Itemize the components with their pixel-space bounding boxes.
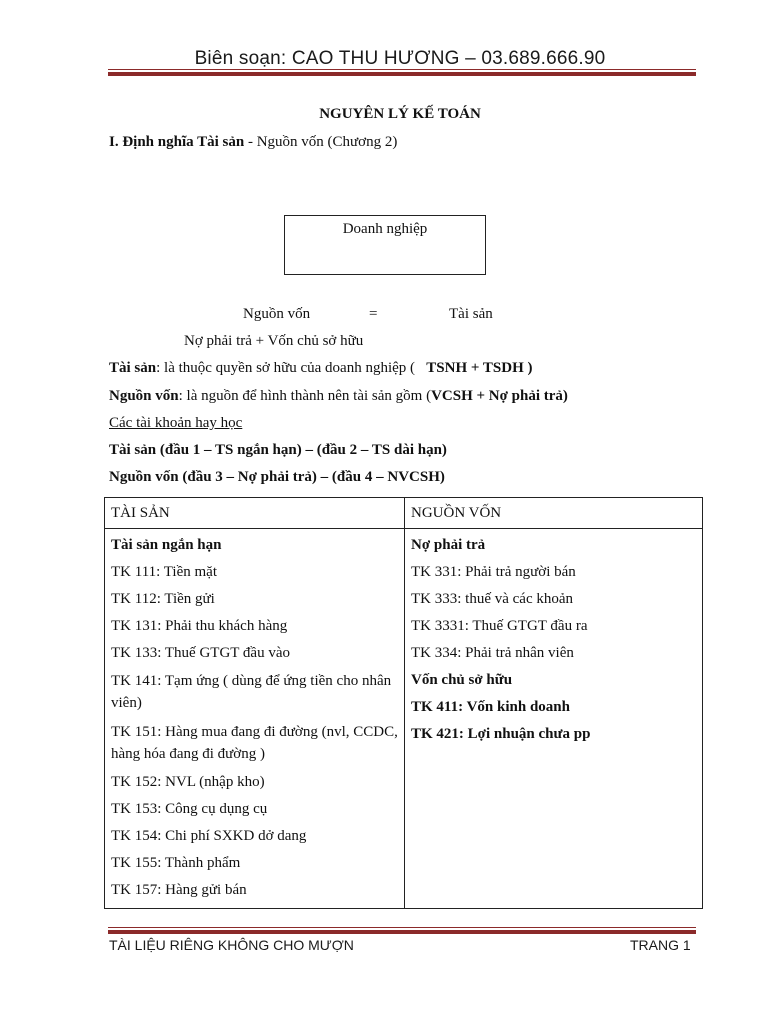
equation-breakdown: Nợ phải trả + Vốn chủ sở hữu <box>184 333 364 349</box>
list-item: TK 157: Hàng gửi bán <box>111 882 247 898</box>
enterprise-box-label: Doanh nghiệp <box>342 221 428 237</box>
header-rule-thin <box>108 69 696 70</box>
list-item: TK 151: Hàng mua đang đi đường (nvl, CCDC, hàng hóa đang đi đường ) <box>111 724 398 762</box>
enterprise-box <box>284 215 486 275</box>
list-item: TK 141: Tạm ứng ( dùng để ứng tiền cho nhân viên) <box>111 673 392 711</box>
page-number: TRANG 1 <box>630 937 691 953</box>
sources-text: : là nguồn để hình thành nên tài sản gồm ( <box>178 388 432 404</box>
list-item: TK 421: Lợi nhuận chưa pp <box>411 726 591 742</box>
section-heading <box>109 134 397 151</box>
assets-text: : là thuộc quyền sở hữu của doanh nghiệp ( <box>156 360 416 376</box>
assets-definition <box>109 360 533 377</box>
sources-formula: VCSH + Nợ phải trả) <box>431 388 568 404</box>
list-item: TK 154: Chi phí SXKD dở dang <box>111 828 307 844</box>
list-item: TK 131: Phải thu khách hàng <box>111 618 288 634</box>
list-item: TK 331: Phải trả người bán <box>411 564 576 580</box>
list-item: TK 133: Thuế GTGT đầu vào <box>111 645 290 661</box>
sources-definition <box>109 388 568 405</box>
assets-group-heading: Tài sản ngắn hạn <box>111 537 222 553</box>
assets-label: Tài sản <box>109 360 157 376</box>
equity-group-heading: Vốn chủ sở hữu <box>411 672 513 688</box>
table-header-sources: NGUỒN VỐN <box>405 498 703 529</box>
document-title: NGUYÊN LÝ KẾ TOÁN <box>319 106 481 122</box>
table-header-assets: TÀI SẢN <box>105 498 405 529</box>
accounts-table <box>104 497 703 909</box>
section-rest: - Nguồn vốn (Chương 2) <box>247 134 398 150</box>
list-item: TK 334: Phải trả nhân viên <box>411 645 574 661</box>
header-author-line: Biên soạn: CAO THU HƯƠNG – 03.689.666.90 <box>194 48 606 69</box>
equation-left-term: Nguồn vốn <box>243 306 311 322</box>
liabilities-group-heading: Nợ phải trả <box>411 537 486 553</box>
footer-notice: TÀI LIỆU RIÊNG KHÔNG CHO MƯỢN <box>109 937 354 953</box>
sources-column <box>405 529 703 909</box>
list-item: TK 3331: Thuế GTGT đầu ra <box>411 618 588 634</box>
footer-rule-thick <box>108 930 696 934</box>
table-header-row <box>105 498 703 529</box>
section-number: I. Định nghĩa Tài sản <box>109 134 245 150</box>
list-item: TK 333: thuế và các khoản <box>411 591 574 607</box>
common-accounts-heading: Các tài khoản hay học <box>109 415 243 431</box>
list-item: TK 112: Tiền gửi <box>111 591 215 607</box>
assets-formula: TSNH + TSDH ) <box>426 360 533 376</box>
header-rule-thick <box>108 72 696 76</box>
footer-rule-thin <box>108 927 696 928</box>
equation-right-term: Tài sản <box>449 306 493 322</box>
sources-label: Nguồn vốn <box>109 388 179 404</box>
sources-codes: Nguồn vốn (đầu 3 – Nợ phải trả) – (đầu 4 – NVCSH) <box>109 469 445 485</box>
equation-equals: = <box>369 306 378 322</box>
table-body-row <box>105 529 703 909</box>
assets-codes: Tài sản (đầu 1 – TS ngắn hạn) – (đầu 2 – TS dài hạn) <box>109 442 447 458</box>
list-item: TK 411: Vốn kinh doanh <box>411 699 570 715</box>
list-item: TK 155: Thành phẩm <box>111 855 241 871</box>
list-item: TK 111: Tiền mặt <box>111 564 217 580</box>
list-item: TK 152: NVL (nhập kho) <box>111 774 265 790</box>
list-item: TK 153: Công cụ dụng cụ <box>111 801 268 817</box>
assets-column <box>105 529 405 909</box>
